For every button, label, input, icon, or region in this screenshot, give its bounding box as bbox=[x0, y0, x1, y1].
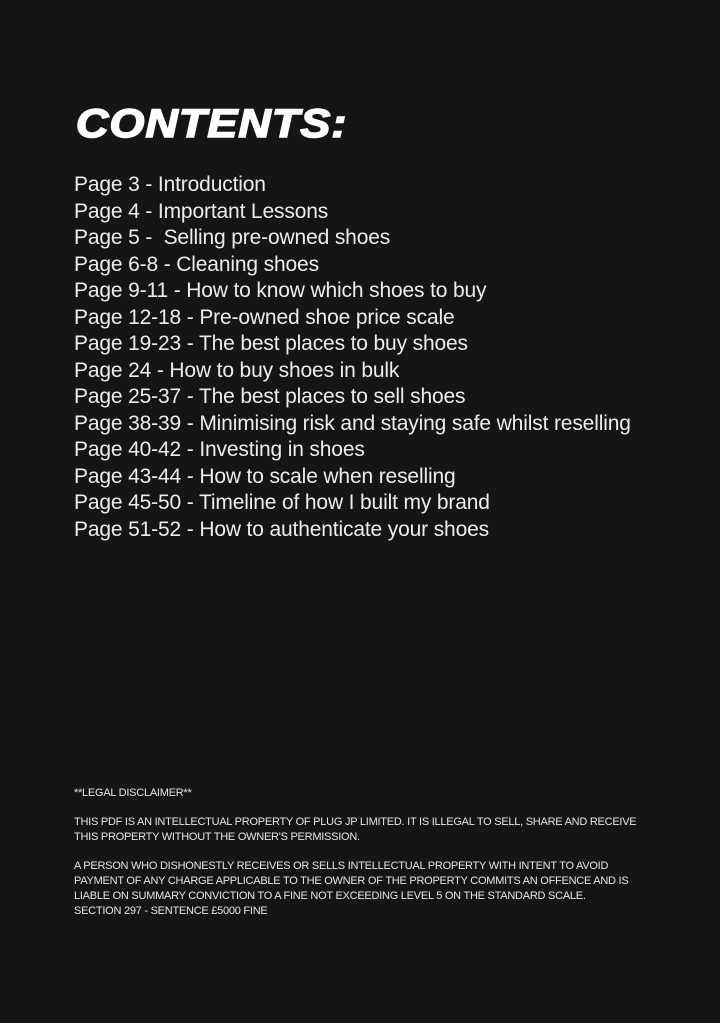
toc-entry bbox=[74, 464, 631, 491]
toc-entry bbox=[74, 278, 631, 305]
table-of-contents bbox=[74, 172, 631, 543]
legal-line: THIS PDF IS AN INTELLECTUAL PROPERTY OF PLUG JP LIMITED. IT IS ILLEGAL TO SELL, SHARE AND RECEIVE bbox=[74, 816, 637, 828]
toc-label: Timeline of how I built my brand bbox=[198, 491, 490, 514]
toc-entry bbox=[74, 199, 631, 226]
legal-line: THIS PROPERTY WITHOUT THE OWNER'S PERMISSION. bbox=[74, 831, 360, 843]
toc-separator: - bbox=[168, 279, 187, 302]
toc-entry bbox=[74, 252, 631, 279]
toc-entry bbox=[74, 305, 631, 332]
toc-entry bbox=[74, 225, 631, 252]
legal-line: A PERSON WHO DISHONESTLY RECEIVES OR SELLS INTELLECTUAL PROPERTY WITH INTENT TO AVOID bbox=[74, 860, 609, 872]
legal-heading: **LEGAL DISCLAIMER** bbox=[74, 787, 192, 799]
toc-pages: Page 6-8 bbox=[74, 252, 159, 276]
toc-label: The best places to sell shoes bbox=[198, 385, 466, 408]
toc-label: Minimising risk and staying safe whilst reselling bbox=[199, 411, 631, 435]
toc-separator: - bbox=[181, 332, 199, 355]
toc-entry bbox=[74, 490, 631, 517]
toc-pages: Page 3 bbox=[74, 173, 140, 196]
toc-pages: Page 9-11 bbox=[74, 279, 169, 302]
legal-line: PAYMENT OF ANY CHARGE APPLICABLE TO THE OWNER OF THE PROPERTY COMMITS AN OFFENCE AND IS bbox=[74, 875, 629, 887]
legal-paragraph-ownership bbox=[74, 815, 699, 845]
toc-pages: Page 19-23 bbox=[74, 332, 182, 355]
toc-pages: Page 12-18 bbox=[74, 305, 182, 329]
toc-entry bbox=[74, 331, 631, 358]
toc-pages: Page 25-37 bbox=[74, 385, 182, 408]
toc-separator: - bbox=[139, 173, 158, 196]
toc-label: Introduction bbox=[157, 173, 266, 196]
toc-entry bbox=[74, 384, 631, 411]
toc-pages: Page 45-50 bbox=[74, 491, 182, 514]
toc-label: How to authenticate your shoes bbox=[199, 517, 489, 541]
toc-separator: - bbox=[181, 385, 199, 408]
toc-label: Pre-owned shoe price scale bbox=[199, 305, 455, 329]
toc-separator: - bbox=[151, 358, 170, 382]
toc-separator: - bbox=[181, 438, 200, 461]
legal-disclaimer bbox=[74, 786, 699, 933]
toc-label: Important Lessons bbox=[157, 199, 329, 223]
toc-entry bbox=[74, 517, 631, 544]
toc-label: Selling pre-owned shoes bbox=[163, 226, 391, 249]
toc-separator: - bbox=[181, 464, 200, 488]
toc-separator: - bbox=[181, 517, 200, 541]
toc-separator: - bbox=[181, 491, 199, 514]
toc-separator: - bbox=[139, 199, 158, 223]
toc-separator: - bbox=[181, 411, 200, 435]
toc-entry bbox=[74, 172, 631, 199]
toc-pages: Page 24 bbox=[74, 358, 152, 382]
toc-pages: Page 43-44 bbox=[74, 464, 182, 488]
toc-separator: - bbox=[158, 252, 177, 276]
toc-pages: Page 51-52 bbox=[74, 517, 182, 541]
toc-entry bbox=[74, 411, 631, 438]
toc-label: Cleaning shoes bbox=[176, 252, 319, 276]
toc-separator: - bbox=[181, 305, 200, 329]
toc-pages: Page 40-42 bbox=[74, 438, 182, 461]
toc-separator: - bbox=[139, 226, 164, 249]
legal-line: LIABLE ON SUMMARY CONVICTION TO A FINE NOT EXCEEDING LEVEL 5 ON THE STANDARD SCALE. bbox=[74, 890, 586, 902]
toc-label: How to buy shoes in bulk bbox=[169, 358, 400, 382]
toc-pages: Page 5 bbox=[74, 226, 140, 249]
legal-paragraph-offence bbox=[74, 859, 699, 919]
toc-label: How to know which shoes to buy bbox=[186, 279, 487, 302]
toc-pages: Page 4 bbox=[74, 199, 140, 223]
toc-label: Investing in shoes bbox=[199, 438, 365, 461]
toc-label: How to scale when reselling bbox=[199, 464, 456, 488]
toc-entry bbox=[74, 358, 631, 385]
contents-title: CONTENTS: bbox=[76, 102, 348, 146]
toc-pages: Page 38-39 bbox=[74, 411, 182, 435]
legal-line: SECTION 297 - SENTENCE £5000 FINE bbox=[74, 905, 268, 917]
toc-label: The best places to buy shoes bbox=[198, 332, 468, 355]
toc-entry bbox=[74, 437, 631, 464]
